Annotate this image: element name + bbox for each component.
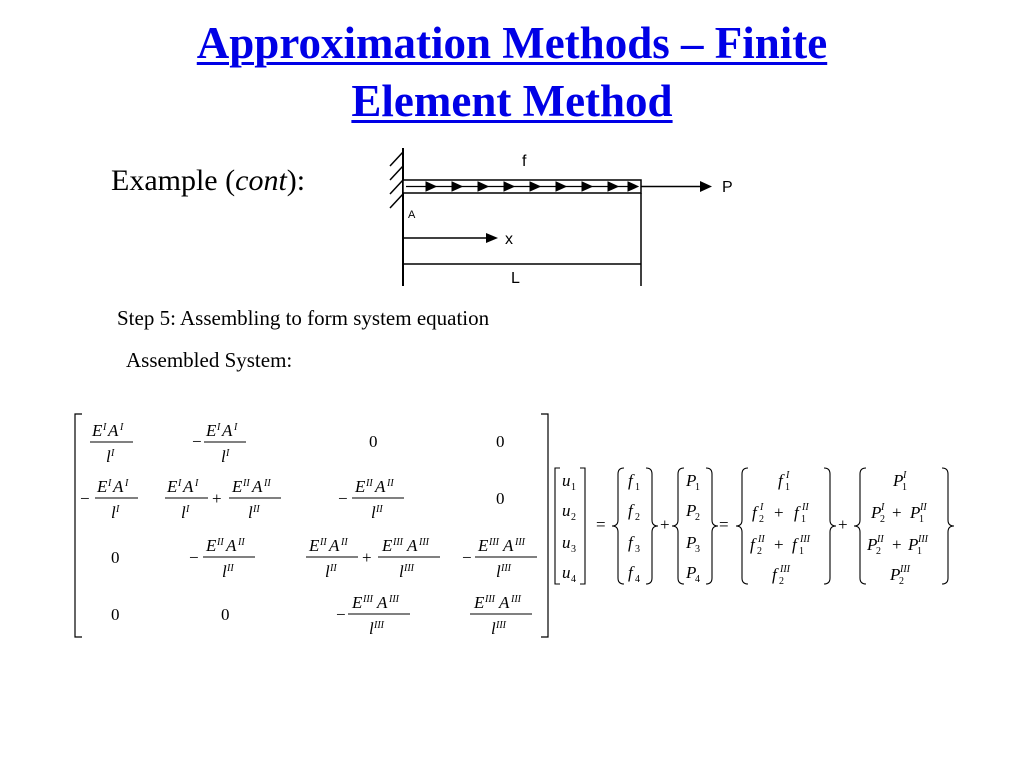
svg-text:E: E [97, 477, 108, 496]
svg-text:I: I [234, 422, 238, 433]
assembled-equation [0, 400, 1024, 650]
plus-sign-2: + [838, 515, 848, 534]
svg-text:2: 2 [757, 546, 762, 557]
example-suffix: ): [286, 164, 306, 197]
svg-text:f: f [772, 565, 777, 584]
label-P: P [722, 179, 733, 196]
svg-text:+: + [362, 548, 372, 567]
f-vector [628, 471, 640, 585]
svg-text:4: 4 [571, 574, 576, 585]
element-f-vector [750, 470, 811, 587]
svg-text:P: P [686, 563, 697, 582]
svg-text:A: A [377, 593, 388, 612]
k31: 0 [111, 548, 120, 567]
svg-text:II: II [387, 478, 394, 489]
k34 [462, 536, 537, 581]
svg-text:A: A [503, 536, 514, 555]
svg-text:f: f [778, 471, 783, 490]
svg-text:E: E [167, 477, 178, 496]
svg-text:II: II [376, 504, 383, 515]
k21 [80, 477, 138, 522]
svg-text:III: III [374, 620, 384, 631]
svg-text:P: P [686, 471, 697, 490]
svg-text:A: A [407, 536, 418, 555]
svg-text:III: III [918, 534, 928, 545]
svg-text:f: f [628, 471, 633, 490]
svg-text:−: − [189, 548, 199, 567]
svg-text:I: I [903, 470, 907, 481]
equals-sign-2: = [719, 515, 729, 534]
svg-text:f: f [628, 563, 633, 582]
svg-text:II: II [366, 478, 373, 489]
svg-text:II: II [243, 478, 250, 489]
svg-text:A: A [499, 593, 510, 612]
svg-text:1: 1 [571, 482, 576, 493]
label-A: A [408, 209, 416, 221]
svg-text:A: A [113, 477, 124, 496]
svg-text:II: II [264, 478, 271, 489]
svg-text:II: II [320, 537, 327, 548]
svg-text:−: − [80, 489, 90, 508]
svg-text:l: l [111, 503, 116, 522]
element-p-vector [866, 470, 929, 587]
svg-text:E: E [478, 536, 489, 555]
svg-text:E: E [206, 536, 217, 555]
svg-text:II: II [758, 534, 765, 545]
svg-text:II: II [877, 534, 884, 545]
svg-text:P: P [890, 565, 901, 584]
k42: 0 [221, 605, 230, 624]
svg-text:2: 2 [899, 576, 904, 587]
svg-text:P: P [893, 471, 904, 490]
svg-text:1: 1 [902, 482, 907, 493]
u-vector [562, 471, 576, 585]
svg-text:−: − [462, 548, 472, 567]
svg-text:III: III [489, 537, 499, 548]
svg-text:2: 2 [779, 576, 784, 587]
svg-text:II: II [330, 563, 337, 574]
svg-text:2: 2 [876, 546, 881, 557]
svg-text:A: A [183, 477, 194, 496]
svg-text:III: III [404, 563, 414, 574]
svg-text:4: 4 [635, 574, 640, 585]
title-line-1: Approximation Methods – Finite [196, 18, 828, 68]
svg-text:P: P [908, 535, 919, 554]
svg-text:2: 2 [695, 512, 700, 523]
label-L: L [511, 270, 520, 287]
svg-text:2: 2 [880, 514, 885, 525]
k43 [336, 593, 410, 638]
svg-text:I: I [111, 448, 115, 459]
svg-text:I: I [881, 502, 885, 513]
k23 [338, 477, 404, 522]
k11 [90, 421, 133, 466]
svg-text:l: l [248, 503, 253, 522]
svg-text:2: 2 [635, 512, 640, 523]
svg-text:II: II [217, 537, 224, 548]
svg-text:E: E [474, 593, 485, 612]
svg-text:f: f [752, 503, 757, 522]
svg-text:1: 1 [799, 546, 804, 557]
p-vector [685, 471, 700, 585]
svg-text:l: l [496, 562, 501, 581]
svg-text:3: 3 [571, 544, 576, 555]
svg-text:l: l [371, 503, 376, 522]
svg-text:1: 1 [919, 514, 924, 525]
svg-text:2: 2 [759, 514, 764, 525]
label-x: x [505, 231, 513, 248]
svg-text:+: + [212, 489, 222, 508]
svg-text:I: I [125, 478, 129, 489]
label-f: f [522, 153, 527, 170]
svg-text:E: E [382, 536, 393, 555]
svg-text:III: III [501, 563, 511, 574]
svg-text:l: l [369, 619, 374, 638]
svg-text:l: l [106, 447, 111, 466]
assembled-system-label: Assembled System: [126, 348, 293, 372]
svg-text:III: III [900, 564, 910, 575]
k13: 0 [369, 432, 378, 451]
svg-text:III: III [389, 594, 399, 605]
svg-text:I: I [786, 470, 790, 481]
svg-text:u: u [562, 563, 571, 582]
svg-text:II: II [253, 504, 260, 515]
svg-text:A: A [375, 477, 386, 496]
svg-text:E: E [92, 421, 103, 440]
svg-text:4: 4 [695, 574, 700, 585]
svg-text:I: I [116, 504, 120, 515]
example-label [111, 164, 305, 198]
svg-text:u: u [562, 501, 571, 520]
k24: 0 [496, 489, 505, 508]
svg-text:I: I [195, 478, 199, 489]
k32 [189, 536, 255, 581]
svg-text:I: I [186, 504, 190, 515]
svg-text:I: I [103, 422, 107, 433]
svg-text:+: + [892, 503, 902, 522]
svg-text:f: f [628, 533, 633, 552]
svg-text:l: l [325, 562, 330, 581]
k22 [165, 477, 281, 522]
svg-text:1: 1 [785, 482, 790, 493]
svg-text:E: E [355, 477, 366, 496]
k44 [470, 593, 532, 638]
svg-text:E: E [309, 536, 320, 555]
point-load-arrow [641, 181, 712, 192]
svg-text:1: 1 [695, 482, 700, 493]
svg-text:E: E [232, 477, 243, 496]
svg-text:I: I [217, 422, 221, 433]
svg-text:I: I [108, 478, 112, 489]
svg-text:II: II [802, 502, 809, 513]
svg-text:P: P [686, 501, 697, 520]
svg-text:−: − [336, 605, 346, 624]
svg-text:+: + [774, 503, 784, 522]
k12 [192, 421, 246, 466]
k14: 0 [496, 432, 505, 451]
svg-text:P: P [910, 503, 921, 522]
svg-text:A: A [222, 421, 233, 440]
example-cont: cont [235, 164, 287, 197]
svg-text:P: P [867, 535, 878, 554]
svg-text:II: II [341, 537, 348, 548]
svg-text:II: II [227, 563, 234, 574]
svg-text:f: f [792, 535, 797, 554]
svg-text:f: f [628, 501, 633, 520]
svg-text:III: III [393, 537, 403, 548]
svg-text:u: u [562, 533, 571, 552]
svg-text:3: 3 [695, 544, 700, 555]
svg-text:I: I [226, 448, 230, 459]
svg-text:III: III [419, 537, 429, 548]
svg-text:III: III [800, 534, 810, 545]
example-prefix: Example ( [111, 164, 236, 197]
svg-text:III: III [485, 594, 495, 605]
title-line-2: Element Method [351, 76, 673, 126]
svg-text:III: III [515, 537, 525, 548]
svg-text:3: 3 [635, 544, 640, 555]
svg-text:III: III [780, 564, 790, 575]
svg-text:1: 1 [801, 514, 806, 525]
k33 [306, 536, 440, 581]
plus-sign-1: + [660, 515, 670, 534]
svg-text:1: 1 [635, 482, 640, 493]
svg-text:A: A [226, 536, 237, 555]
svg-text:A: A [108, 421, 119, 440]
beam-diagram [378, 140, 738, 290]
svg-text:l: l [221, 447, 226, 466]
svg-text:I: I [760, 502, 764, 513]
svg-text:f: f [750, 535, 755, 554]
svg-text:l: l [181, 503, 186, 522]
length-dimension [403, 193, 641, 286]
svg-text:2: 2 [571, 512, 576, 523]
svg-text:P: P [686, 533, 697, 552]
svg-text:P: P [871, 503, 882, 522]
svg-text:E: E [206, 421, 217, 440]
step5-text: Step 5: Assembling to form system equation [117, 306, 490, 330]
svg-text:II: II [920, 502, 927, 513]
svg-text:−: − [192, 432, 202, 451]
svg-text:−: − [338, 489, 348, 508]
svg-text:E: E [352, 593, 363, 612]
svg-text:+: + [892, 535, 902, 554]
svg-text:A: A [329, 536, 340, 555]
k41: 0 [111, 605, 120, 624]
svg-text:III: III [496, 620, 506, 631]
svg-text:II: II [238, 537, 245, 548]
svg-text:l: l [222, 562, 227, 581]
svg-text:l: l [491, 619, 496, 638]
equals-sign-1: = [596, 515, 606, 534]
svg-text:III: III [363, 594, 373, 605]
svg-text:1: 1 [917, 546, 922, 557]
svg-text:l: l [399, 562, 404, 581]
x-axis-arrow [403, 233, 498, 243]
svg-text:I: I [120, 422, 124, 433]
svg-text:I: I [178, 478, 182, 489]
svg-text:III: III [511, 594, 521, 605]
wall-hatch [390, 152, 403, 208]
slide-title [0, 14, 1024, 130]
svg-text:+: + [774, 535, 784, 554]
svg-text:f: f [794, 503, 799, 522]
svg-text:A: A [252, 477, 263, 496]
svg-text:u: u [562, 471, 571, 490]
